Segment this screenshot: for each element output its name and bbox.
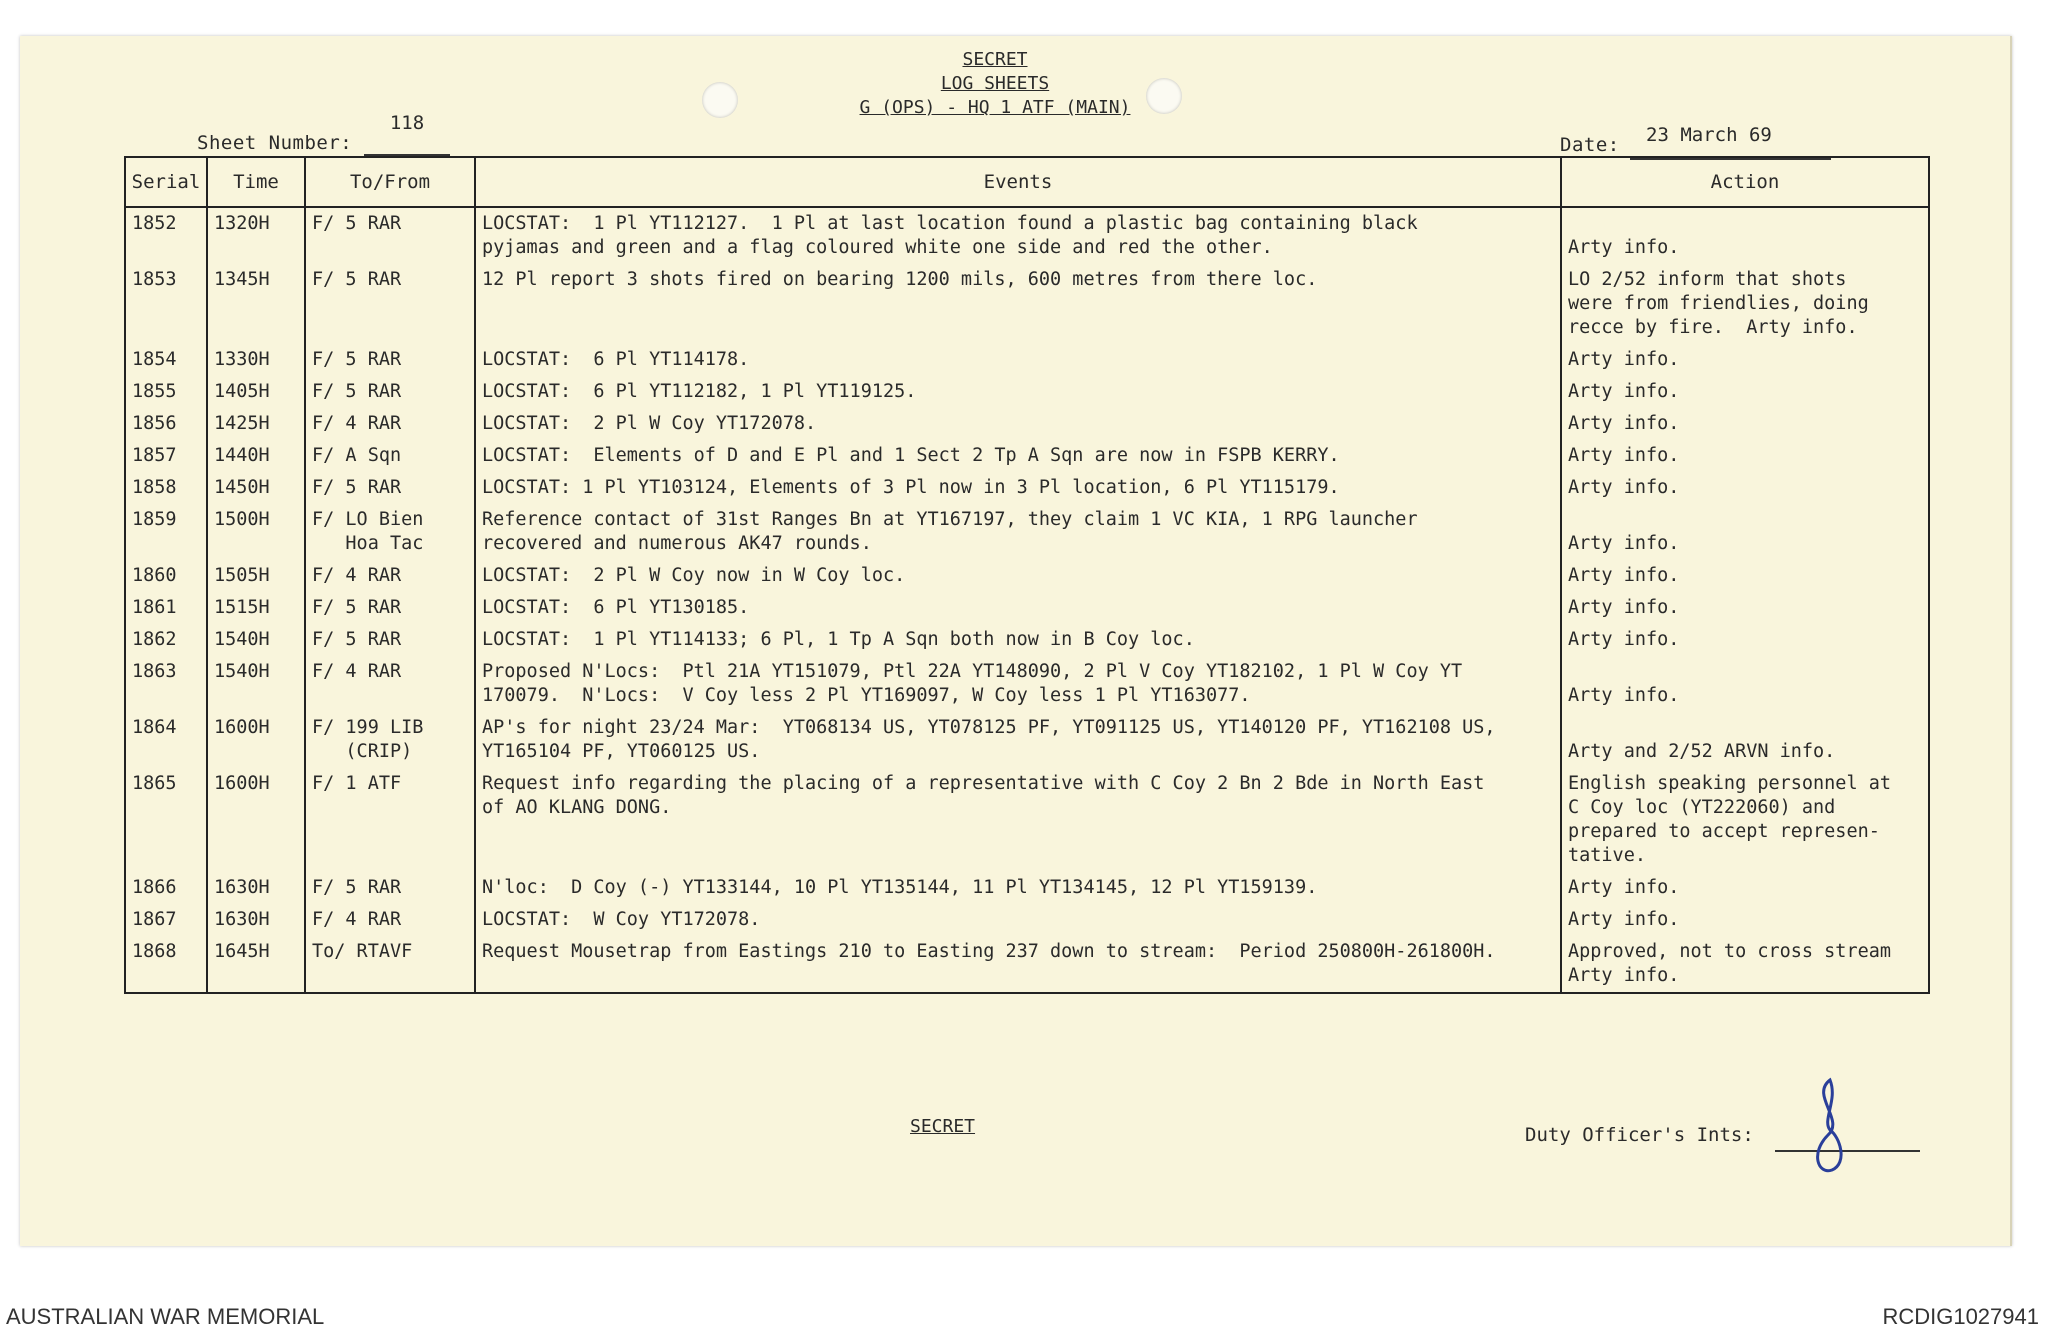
serial-cell: 1852 — [125, 207, 207, 264]
table-row — [125, 344, 1929, 376]
tofrom-cell: F/ 5 RAR — [305, 344, 475, 376]
time-cell: 1630H — [207, 872, 305, 904]
serial-cell: 1853 — [125, 264, 207, 344]
time-cell: 1450H — [207, 472, 305, 504]
action-cell: Arty and 2/52 ARVN info. — [1561, 712, 1929, 768]
action-cell: Arty info. — [1561, 592, 1929, 624]
serial-cell: 1868 — [125, 936, 207, 993]
time-cell: 1505H — [207, 560, 305, 592]
events-cell: LOCSTAT: 2 Pl W Coy now in W Coy loc. — [475, 560, 1561, 592]
table-row — [125, 872, 1929, 904]
serial-cell: 1863 — [125, 656, 207, 712]
table-row — [125, 408, 1929, 440]
events-cell: LOCSTAT: 6 Pl YT112182, 1 Pl YT119125. — [475, 376, 1561, 408]
punch-hole — [702, 82, 738, 118]
col-header-serial: Serial — [125, 157, 207, 207]
events-cell: LOCSTAT: 6 Pl YT130185. — [475, 592, 1561, 624]
events-cell: AP's for night 23/24 Mar: YT068134 US, YT078125 PF, YT091125 US, YT140120 PF, YT162108 US, YT165104 PF, YT060125 US. — [475, 712, 1561, 768]
action-cell: Arty info. — [1561, 624, 1929, 656]
time-cell: 1600H — [207, 712, 305, 768]
table-row — [125, 264, 1929, 344]
time-cell: 1425H — [207, 408, 305, 440]
tofrom-cell: F/ LO Bien Hoa Tac — [305, 504, 475, 560]
action-cell: Arty info. — [1561, 904, 1929, 936]
tofrom-cell: F/ 5 RAR — [305, 207, 475, 264]
serial-cell: 1862 — [125, 624, 207, 656]
serial-cell: 1860 — [125, 560, 207, 592]
table-row — [125, 560, 1929, 592]
time-cell: 1345H — [207, 264, 305, 344]
action-cell: Approved, not to cross stream Arty info. — [1561, 936, 1929, 993]
time-cell: 1405H — [207, 376, 305, 408]
col-header-events: Events — [475, 157, 1561, 207]
time-cell: 1330H — [207, 344, 305, 376]
events-cell: LOCSTAT: 1 Pl YT103124, Elements of 3 Pl now in 3 Pl location, 6 Pl YT115179. — [475, 472, 1561, 504]
action-cell: Arty info. — [1561, 504, 1929, 560]
events-cell: Request Mousetrap from Eastings 210 to Easting 237 down to stream: Period 250800H-261800H. — [475, 936, 1561, 993]
table-row — [125, 936, 1929, 993]
duty-officer-label: Duty Officer's Ints: — [1525, 1124, 1754, 1146]
action-cell: Arty info. — [1561, 560, 1929, 592]
initials-signature-icon — [1800, 1075, 1860, 1185]
tofrom-cell: F/ 5 RAR — [305, 376, 475, 408]
tofrom-cell: F/ 5 RAR — [305, 592, 475, 624]
events-cell: Reference contact of 31st Ranges Bn at YT167197, they claim 1 VC KIA, 1 RPG launcher recovered and numerous AK47 rounds. — [475, 504, 1561, 560]
table-row — [125, 472, 1929, 504]
table-row — [125, 656, 1929, 712]
tofrom-cell: F/ 4 RAR — [305, 408, 475, 440]
table-row — [125, 904, 1929, 936]
institution-label: AUSTRALIAN WAR MEMORIAL — [6, 1304, 325, 1329]
action-cell: Arty info. — [1561, 472, 1929, 504]
time-cell: 1440H — [207, 440, 305, 472]
time-cell: 1600H — [207, 768, 305, 872]
events-cell: Request info regarding the placing of a representative with C Coy 2 Bn 2 Bde in North East of AO KLANG DONG. — [475, 768, 1561, 872]
serial-cell: 1867 — [125, 904, 207, 936]
tofrom-cell: F/ 5 RAR — [305, 264, 475, 344]
events-cell: LOCSTAT: 6 Pl YT114178. — [475, 344, 1561, 376]
serial-cell: 1866 — [125, 872, 207, 904]
time-cell: 1500H — [207, 504, 305, 560]
col-header-time: Time — [207, 157, 305, 207]
sheet-number-value: 118 — [364, 112, 450, 156]
table-header-row — [125, 157, 1929, 207]
table-row — [125, 440, 1929, 472]
table-row — [125, 712, 1929, 768]
document-heading — [795, 48, 1195, 120]
serial-cell: 1859 — [125, 504, 207, 560]
col-header-tofrom: To/From — [305, 157, 475, 207]
classification-bottom: SECRET — [910, 1116, 976, 1137]
action-cell: LO 2/52 inform that shots were from friendlies, doing recce by fire. Arty info. — [1561, 264, 1929, 344]
events-cell: LOCSTAT: Elements of D and E Pl and 1 Sect 2 Tp A Sqn are now in FSPB KERRY. — [475, 440, 1561, 472]
serial-cell: 1861 — [125, 592, 207, 624]
sheet-number-label: Sheet Number: — [197, 132, 353, 154]
action-cell: Arty info. — [1561, 440, 1929, 472]
serial-cell: 1864 — [125, 712, 207, 768]
table-row — [125, 768, 1929, 872]
col-header-action: Action — [1561, 157, 1929, 207]
table-row — [125, 376, 1929, 408]
action-cell: Arty info. — [1561, 408, 1929, 440]
time-cell: 1540H — [207, 624, 305, 656]
unit-title: G (OPS) - HQ 1 ATF (MAIN) — [859, 97, 1131, 118]
tofrom-cell: F/ 5 RAR — [305, 872, 475, 904]
classification-top: SECRET — [962, 49, 1028, 70]
table-row — [125, 592, 1929, 624]
action-cell: Arty info. — [1561, 376, 1929, 408]
serial-cell: 1856 — [125, 408, 207, 440]
events-cell: LOCSTAT: 2 Pl W Coy YT172078. — [475, 408, 1561, 440]
log-sheets-title: LOG SHEETS — [940, 73, 1050, 94]
serial-cell: 1857 — [125, 440, 207, 472]
events-cell: N'loc: D Coy (-) YT133144, 10 Pl YT135144, 11 Pl YT134145, 12 Pl YT159139. — [475, 872, 1561, 904]
table-row — [125, 207, 1929, 264]
tofrom-cell: F/ 4 RAR — [305, 904, 475, 936]
time-cell: 1630H — [207, 904, 305, 936]
time-cell: 1540H — [207, 656, 305, 712]
tofrom-cell: F/ 199 LIB (CRIP) — [305, 712, 475, 768]
tofrom-cell: F/ 5 RAR — [305, 624, 475, 656]
table-row — [125, 504, 1929, 560]
events-cell: LOCSTAT: 1 Pl YT114133; 6 Pl, 1 Tp A Sqn both now in B Coy loc. — [475, 624, 1561, 656]
serial-cell: 1854 — [125, 344, 207, 376]
table-row — [125, 624, 1929, 656]
events-cell: 12 Pl report 3 shots fired on bearing 1200 mils, 600 metres from there loc. — [475, 264, 1561, 344]
events-cell: Proposed N'Locs: Ptl 21A YT151079, Ptl 22A YT148090, 2 Pl V Coy YT182102, 1 Pl W Coy YT 170079. N'Locs: V Coy less 2 Pl YT169097, W Coy less 1 Pl YT163077. — [475, 656, 1561, 712]
log-table — [124, 156, 1930, 994]
time-cell: 1515H — [207, 592, 305, 624]
serial-cell: 1855 — [125, 376, 207, 408]
tofrom-cell: F/ 4 RAR — [305, 560, 475, 592]
date-label: Date: — [1560, 134, 1620, 156]
time-cell: 1645H — [207, 936, 305, 993]
tofrom-cell: F/ 1 ATF — [305, 768, 475, 872]
date-value: 23 March 69 — [1630, 124, 1831, 160]
tofrom-cell: To/ RTAVF — [305, 936, 475, 993]
reference-id: RCDIG1027941 — [1882, 1304, 2039, 1329]
serial-cell: 1858 — [125, 472, 207, 504]
time-cell: 1320H — [207, 207, 305, 264]
events-cell: LOCSTAT: 1 Pl YT112127. 1 Pl at last location found a plastic bag containing black pyjamas and green and a flag coloured white one side and red the other. — [475, 207, 1561, 264]
tofrom-cell: F/ A Sqn — [305, 440, 475, 472]
action-cell: English speaking personnel at C Coy loc (YT222060) and prepared to accept represen- tative. — [1561, 768, 1929, 872]
action-cell: Arty info. — [1561, 207, 1929, 264]
action-cell: Arty info. — [1561, 656, 1929, 712]
tofrom-cell: F/ 5 RAR — [305, 472, 475, 504]
tofrom-cell: F/ 4 RAR — [305, 656, 475, 712]
action-cell: Arty info. — [1561, 344, 1929, 376]
serial-cell: 1865 — [125, 768, 207, 872]
events-cell: LOCSTAT: W Coy YT172078. — [475, 904, 1561, 936]
action-cell: Arty info. — [1561, 872, 1929, 904]
